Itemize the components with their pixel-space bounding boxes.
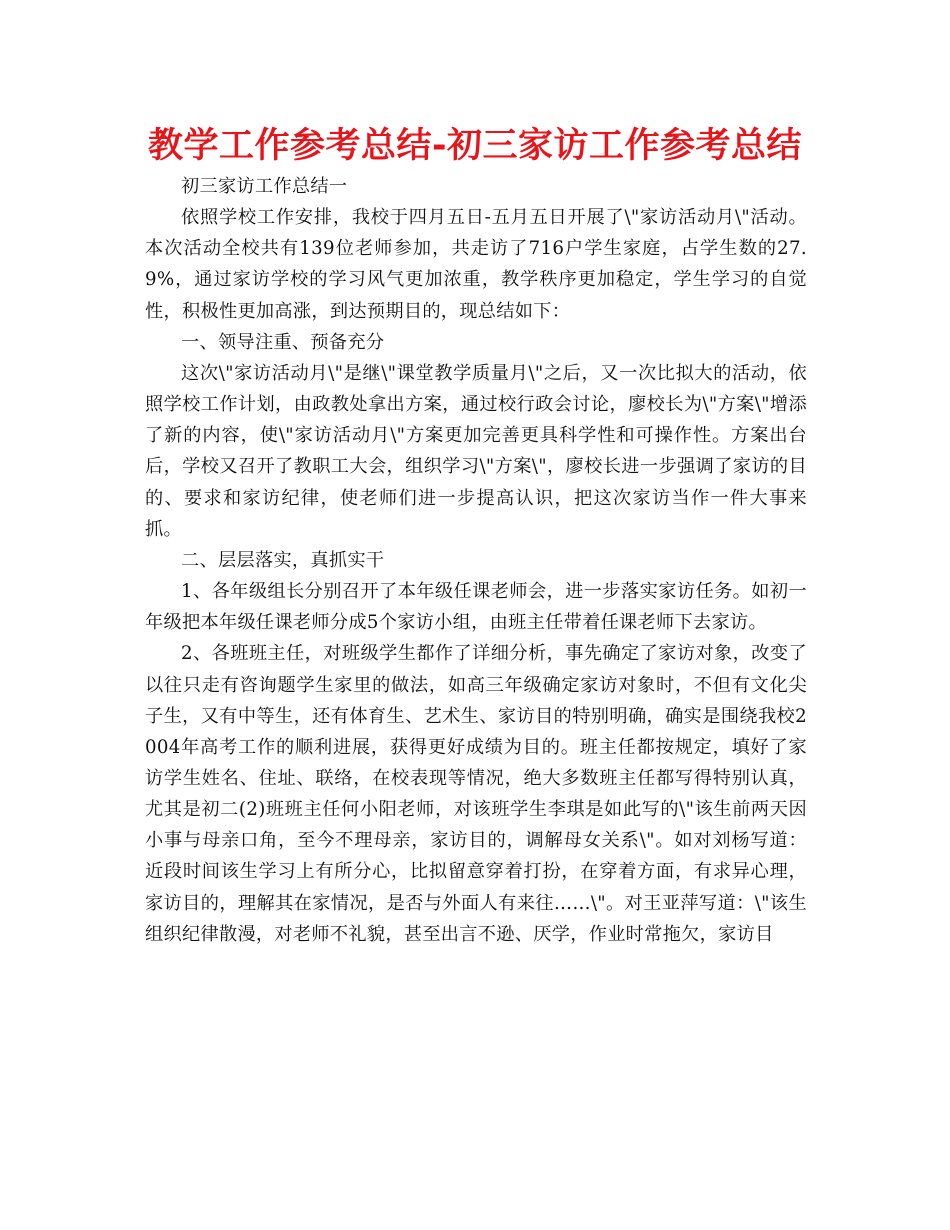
paragraph-item-1: 1、各年级组长分别召开了本年级任课老师会，进一步落实家访任务。如初一年级把本年级任课老师分成5个家访小组，由班主任带着任课老师下去家访。 bbox=[145, 581, 807, 634]
document-title: 教学工作参考总结-初三家访工作参考总结 bbox=[147, 126, 803, 166]
section-heading-1: 初三家访工作总结一 bbox=[181, 176, 348, 197]
paragraph-intro: 依照学校工作安排，我校于四月五日-五月五日开展了\"家访活动月\"活动。本次活动全校共有139位老师参加，共走访了716户学生家庭，占学生数的27.9%，通过家访学校的学习风气更加浓重，教学秩序更加稳定，学生学习的自觉性，积极性更加高涨，到达预期目的，现总结如下： bbox=[145, 207, 807, 322]
section-heading-2: 一、领导注重、预备充分 bbox=[181, 331, 385, 353]
section-heading-3: 二、层层落实，真抓实干 bbox=[181, 549, 385, 571]
document-body bbox=[145, 171, 807, 950]
paragraph-leadership: 这次\"家访活动月\"是继\"课堂教学质量月\"之后，又一次比拟大的活动，依照学校工作计划，由政教处拿出方案，通过校行政会讨论，廖校长为\"方案\"增添了新的内容，使\"家访活动月\"方案更加完善更具科学性和可操作性。方案出台后，学校又召开了教职工大会，组织学习\"方案\"，廖校长进一步强调了家访的目的、要求和家访纪律，使老师们进一步提高认识，把这次家访当作一件大事来抓。 bbox=[145, 362, 807, 540]
paragraph-item-2: 2、各班班主任，对班级学生都作了详细分析，事先确定了家访对象，改变了以往只走有咨询题学生家里的做法，如高三年级确定家访对象时，不但有文化尖子生，又有中等生，还有体育生、艺术生、家访目的特别明确，确实是围绕我校2004年高考工作的顺利进展，获得更好成绩为目的。班主任都按规定，填好了家访学生姓名、住址、联络，在校表现等情况，绝大多数班主任都写得特别认真，尤其是初二(2)班班主任何小阳老师，对该班学生李琪是如此写的\"该生前两天因小事与母亲口角，至今不理母亲，家访目的，调解母女关系\"。如对刘杨写道：近段时间该生学习上有所分心，比拟留意穿着打扮，在穿着方面，有求异心理，家访目的，理解其在家情况，是否与外面人有来往……\"。对王亚萍写道：\"该生组织纪律散漫，对老师不礼貌，甚至出言不逊、厌学，作业时常拖欠，家访目 bbox=[145, 643, 807, 945]
